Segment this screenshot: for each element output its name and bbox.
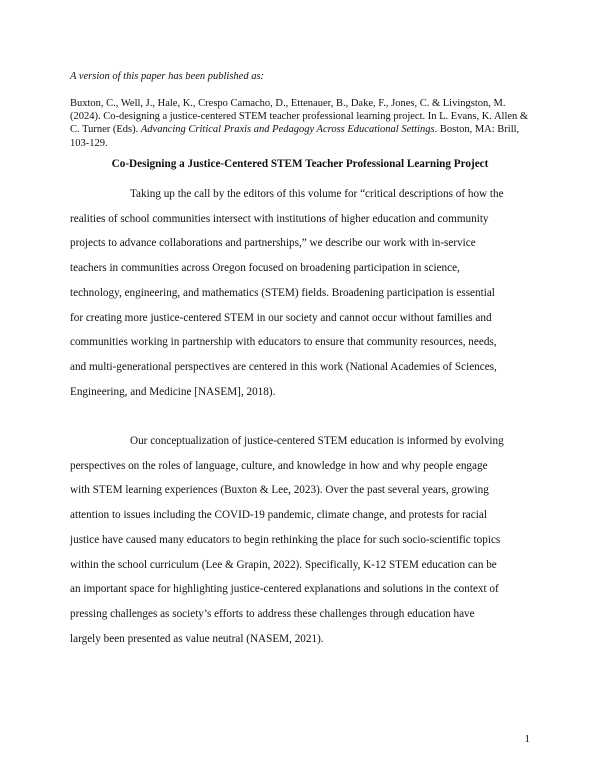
paragraph-line: communities working in partnership with educators to ensure that community resources, needs,: [70, 336, 497, 349]
page-number: 1: [524, 733, 530, 745]
paragraph-line: technology, engineering, and mathematics (STEM) fields. Broadening participation is essential: [70, 286, 495, 299]
paragraph-line: largely been presented as value neutral (NASEM, 2021).: [70, 632, 324, 645]
paragraph-line: attention to issues including the COVID-19 pandemic, climate change, and protests for racial: [70, 509, 487, 522]
paragraph-line: with STEM learning experiences (Buxton & Lee, 2023). Over the past several years, growing: [70, 484, 489, 497]
paragraph-line: Engineering, and Medicine [NASEM], 2018).: [70, 385, 276, 398]
citation-authors: Buxton, C., Well, J., Hale, K., Crespo Camacho, D., Ettenauer, B., Dake, F., Jones, C. & Livingston, M. (2024). Co-designing a justice-centered STEM teacher professional learning project. In L. Evans, K. Allen & C. Turner (Eds).: [70, 98, 529, 136]
citation-publisher: . Boston, MA: Brill, 103-129.: [70, 124, 520, 149]
paragraph-line: Taking up the call by the editors of this volume for “critical descriptions of how the: [130, 188, 504, 200]
paragraph-line: perspectives on the roles of language, culture, and knowledge in how and why people engage: [70, 459, 488, 472]
paragraph-line: realities of school communities intersect with institutions of higher education and community: [70, 212, 489, 225]
paragraph-line: for creating more justice-centered STEM in our society and cannot occur without families and: [70, 311, 492, 324]
paragraph-line: justice have caused many educators to begin rethinking the place for such socio-scientific topics: [70, 533, 501, 546]
paragraph-line: teachers in communities across Oregon focused on broadening participation in science,: [70, 262, 460, 275]
paragraph-line: Our conceptualization of justice-centered STEM education is informed by evolving: [130, 435, 504, 447]
paragraph-line: projects to advance collaborations and partnerships,” we describe our work with in-service: [70, 237, 476, 250]
paragraph-1: [70, 182, 530, 404]
paragraph-line: pressing challenges as society’s efforts to address these challenges through education have: [70, 607, 475, 620]
citation-book-title: Advancing Critical Praxis and Pedagogy Across Educational Settings: [140, 124, 435, 136]
paragraph-2: [70, 429, 530, 651]
publication-note: A version of this paper has been published as:: [70, 71, 265, 82]
paragraph-line: an important space for highlighting justice-centered explanations and solutions in the context of: [70, 583, 499, 596]
paper-title: Co-Designing a Justice-Centered STEM Teacher Professional Learning Project: [111, 158, 489, 170]
citation: [70, 97, 530, 150]
paragraph-line: and multi-generational perspectives are centered in this work (National Academies of Sciences,: [70, 360, 497, 373]
paragraph-line: within the school curriculum (Lee & Grapin, 2022). Specifically, K-12 STEM education can be: [70, 558, 497, 571]
